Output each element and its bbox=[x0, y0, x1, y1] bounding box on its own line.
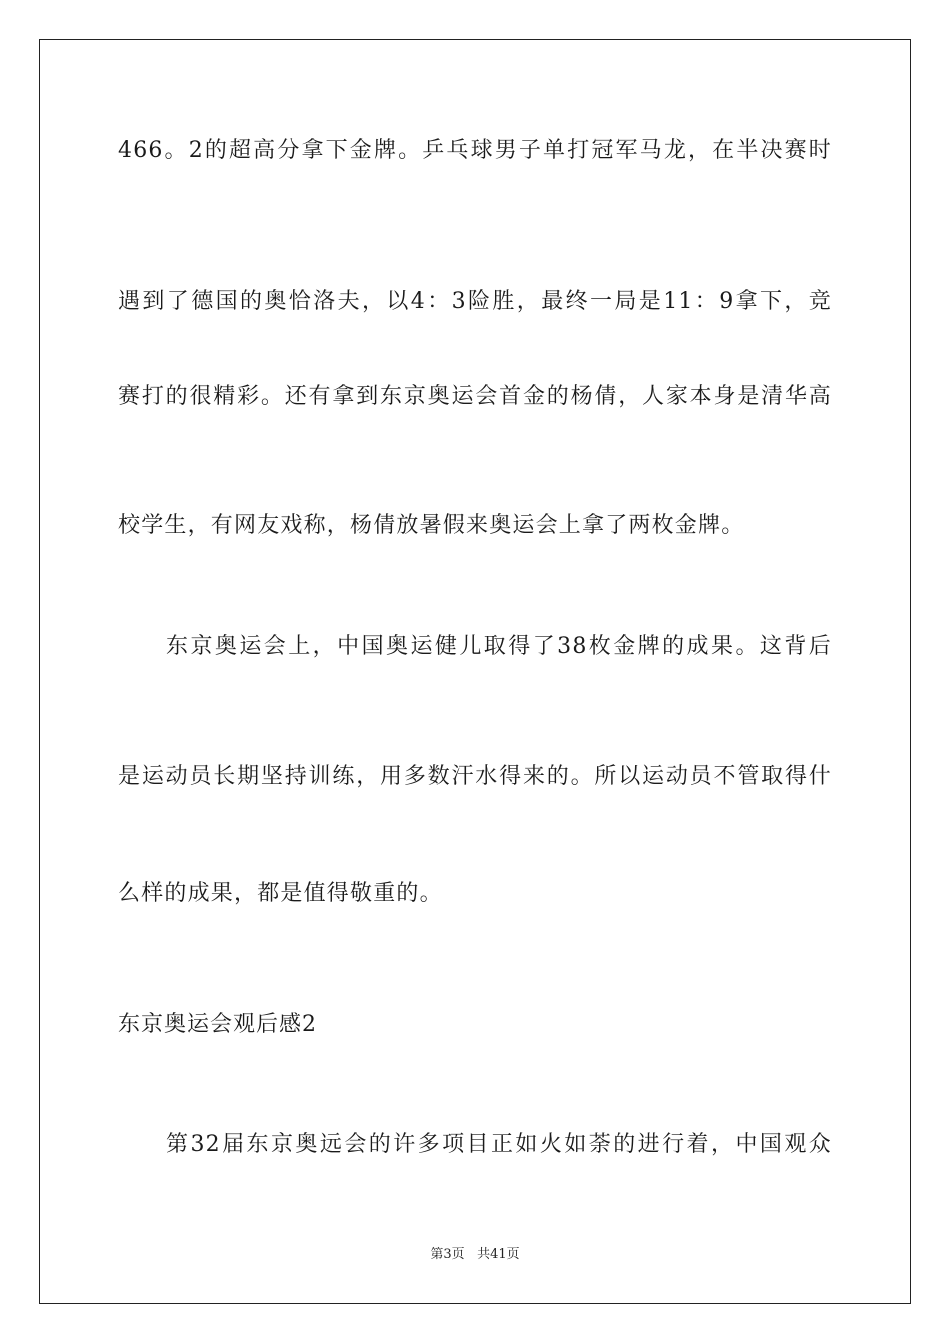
section-heading: 东京奥运会观后感2 bbox=[118, 1012, 317, 1037]
text-line: 么样的成果，都是值得敬重的。 bbox=[118, 881, 443, 906]
page-number: 第3页 bbox=[430, 1247, 465, 1262]
text-line-indented: 第32届东京奥远会的许多项目正如火如荼的进行着，中国观众 bbox=[166, 1132, 832, 1157]
page-total: 共41页 bbox=[477, 1247, 520, 1262]
text-line: 赛打的很精彩。还有拿到东京奥运会首金的杨倩，人家本身是清华高 bbox=[118, 384, 832, 409]
text-line: 466。2的超高分拿下金牌。乒乓球男子单打冠军马龙，在半决赛时 bbox=[118, 138, 832, 163]
page-footer bbox=[0, 1246, 950, 1264]
text-line: 遇到了德国的奥恰洛夫，以4：3险胜，最终一局是11：9拿下，竞 bbox=[118, 289, 832, 314]
text-line: 是运动员长期坚持训练，用多数汗水得来的。所以运动员不管取得什 bbox=[118, 764, 832, 789]
page-border bbox=[39, 39, 911, 1304]
text-line: 校学生，有网友戏称，杨倩放暑假来奥运会上拿了两枚金牌。 bbox=[118, 513, 745, 538]
text-line-indented: 东京奥运会上，中国奥运健儿取得了38枚金牌的成果。这背后 bbox=[166, 634, 832, 659]
